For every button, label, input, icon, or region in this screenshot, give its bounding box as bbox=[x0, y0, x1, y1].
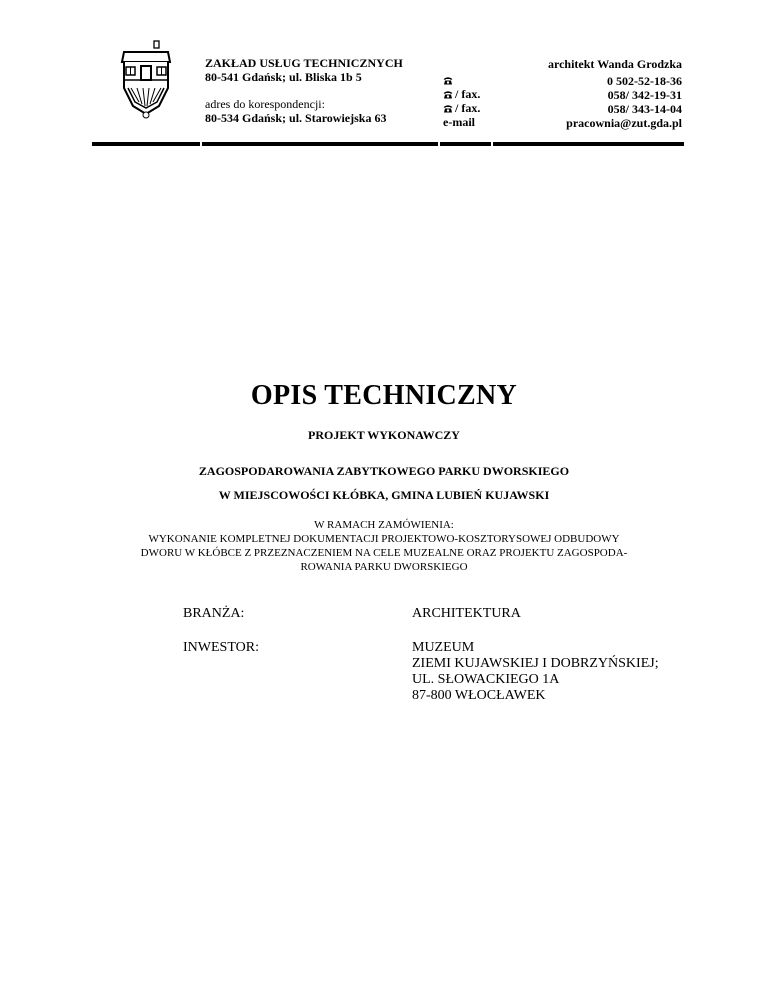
investor-line: UL. SŁOWACKIEGO 1A bbox=[412, 672, 560, 687]
phone-icon bbox=[443, 104, 453, 113]
contact-label-fax-2: / fax. bbox=[455, 101, 481, 115]
fax-value-2: 058/ 343-14-04 bbox=[607, 102, 682, 116]
scope-line: WYKONANIE KOMPLETNEJ DOKUMENTACJI PROJEKTOWO-KOSZTORYSOWEJ ODBUDOWY bbox=[148, 533, 620, 545]
company-info bbox=[205, 56, 403, 84]
scope-line: W RAMACH ZAMÓWIENIA: bbox=[314, 519, 454, 531]
phone-value: 0 502-52-18-36 bbox=[607, 74, 682, 88]
investor-value bbox=[412, 640, 659, 704]
correspondence-address: 80-534 Gdańsk; ul. Starowiejska 63 bbox=[205, 111, 387, 125]
scope-line: DWORU W KŁÓBCE Z PRZEZNACZENIEM NA CELE MUZEALNE ORAZ PROJEKTU ZAGOSPODA- bbox=[140, 547, 628, 559]
email-value: pracownia@zut.gda.pl bbox=[566, 116, 682, 130]
architect-name: architekt Wanda Grodzka bbox=[547, 57, 682, 71]
correspondence-label: adres do korespondencji: bbox=[205, 97, 325, 111]
document-title: OPIS TECHNICZNY bbox=[250, 380, 518, 411]
company-logo-icon bbox=[113, 40, 179, 122]
scope-line: ROWANIA PARKU DWORSKIEGO bbox=[300, 561, 468, 573]
investor-line: 87-800 WŁOCŁAWEK bbox=[412, 688, 546, 703]
phone-row bbox=[443, 73, 480, 87]
fax-row-1 bbox=[443, 87, 480, 101]
subject-line-2: W MIEJSCOWOŚCI KŁÓBKA, GMINA LUBIEŃ KUJAWSKI bbox=[218, 488, 550, 502]
investor-line: MUZEUM bbox=[412, 640, 475, 655]
fax-value-1: 058/ 342-19-31 bbox=[607, 88, 682, 102]
header-divider bbox=[92, 142, 684, 146]
order-scope bbox=[0, 518, 768, 574]
contact-labels bbox=[443, 73, 480, 129]
investor-label: INWESTOR: bbox=[183, 640, 259, 655]
branch-value: ARCHITEKTURA bbox=[412, 606, 521, 621]
company-address: 80-541 Gdańsk; ul. Bliska 1b 5 bbox=[205, 70, 362, 84]
document-subtitle: PROJEKT WYKONAWCZY bbox=[308, 428, 460, 442]
contact-label-email: e-mail bbox=[443, 115, 475, 129]
subject-line-1: ZAGOSPODAROWANIA ZABYTKOWEGO PARKU DWORSKIEGO bbox=[198, 464, 570, 478]
contact-values bbox=[566, 74, 682, 130]
email-row bbox=[443, 115, 480, 129]
phone-icon bbox=[443, 90, 453, 99]
investor-line: ZIEMI KUJAWSKIEJ I DOBRZYŃSKIEJ; bbox=[412, 656, 659, 671]
branch-label: BRANŻA: bbox=[183, 606, 245, 621]
correspondence-info bbox=[205, 97, 386, 125]
company-name: ZAKŁAD USŁUG TECHNICZNYCH bbox=[205, 56, 403, 70]
contact-label-fax-1: / fax. bbox=[455, 87, 481, 101]
phone-icon bbox=[443, 76, 453, 85]
fax-row-2 bbox=[443, 101, 480, 115]
